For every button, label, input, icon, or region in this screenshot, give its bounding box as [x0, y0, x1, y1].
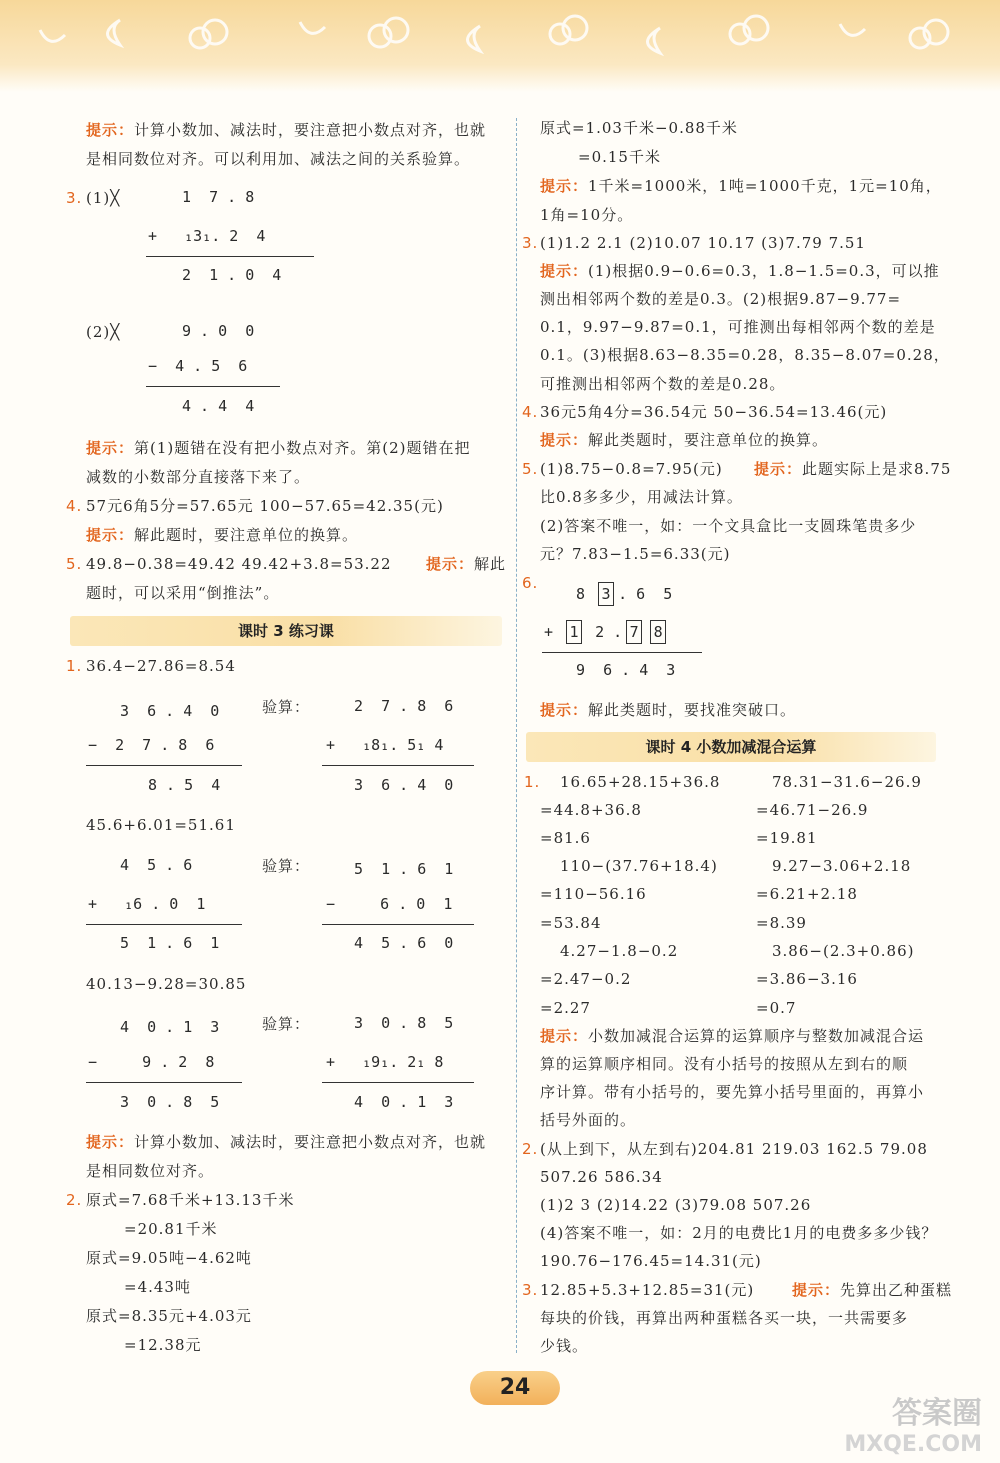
hint-line	[754, 459, 951, 479]
calc-rule	[86, 924, 242, 925]
calc-operand: − 4 . 5 6	[148, 357, 248, 375]
equation: 78.31−31.6−26.9	[772, 773, 922, 791]
question-number: 1.	[524, 773, 541, 791]
calc-rule	[542, 652, 702, 653]
calc-operand: − 9 . 2 8	[88, 1053, 215, 1071]
hint-label: 提示：	[540, 262, 589, 280]
answer-text: (4)答案不唯一，如：2月的电费比1月的电费多多少钱？	[540, 1224, 938, 1242]
hint-text: 第(1)题错在没有把小数点对齐。第(2)题错在把	[134, 439, 471, 457]
calc-result: 5 1 . 6 1	[120, 934, 220, 952]
hint-label: 提示：	[540, 177, 589, 195]
question-number: 3.	[66, 189, 83, 207]
hint-text: 1千米=1000米，1吨=1000千克，1元=10角，	[588, 177, 942, 195]
hint-label: 提示：	[792, 1281, 841, 1299]
hint-label: 提示：	[86, 439, 135, 457]
hint-text: 0.1，9.97−9.87=0.1，可推测出每相邻两个数的差是	[540, 318, 936, 336]
equation: =2.27	[540, 999, 591, 1017]
hint-line	[540, 700, 796, 720]
equation: =8.39	[756, 914, 807, 932]
hint-text: 计算小数加、减法时，要注意把小数点对齐，也就	[134, 1133, 487, 1151]
equation: =19.81	[756, 829, 818, 847]
hint-text: 减数的小数部分直接落下来了。	[86, 468, 311, 486]
question-number: 4.	[522, 403, 539, 421]
answer-text: 12.85+5.3+12.85=31(元)	[540, 1281, 755, 1299]
equation: =110−56.16	[540, 885, 647, 903]
hint-line	[540, 261, 940, 281]
equation: =53.84	[540, 914, 602, 932]
hint-text: 此题实际上是求8.75	[802, 460, 952, 478]
hint-line	[792, 1280, 952, 1300]
equation: 原式=9.05吨−4.62吨	[86, 1249, 252, 1267]
watermark-logo: 答案圈	[892, 1396, 982, 1431]
hint-label: 提示：	[86, 121, 135, 139]
equation: =4.43吨	[124, 1278, 191, 1296]
answer-text: (1)2 3 (2)14.22 (3)79.08 507.26	[540, 1196, 812, 1214]
hint-label: 提示：	[540, 1027, 589, 1045]
answer-text: (1)8.75−0.8=7.95(元)	[540, 460, 723, 478]
hint-text: 括号外面的。	[540, 1111, 637, 1129]
calc-rule	[86, 1082, 242, 1083]
hint-line	[540, 176, 942, 196]
calc-operand: 4 5 . 6	[120, 856, 193, 874]
page-number: 24	[470, 1371, 560, 1405]
question-number: 2.	[522, 1140, 539, 1158]
calc-rule	[322, 765, 474, 766]
hint-text: 每块的价钱，再算出两种蛋糕各买一块，一共需要多	[540, 1309, 909, 1327]
answer-text: 元？7.83−1.5=6.33(元)	[540, 545, 731, 563]
hint-text: 是相同数位对齐。可以利用加、减法之间的关系验算。	[86, 150, 471, 168]
calc-operand: 8 3 . 6 5	[576, 582, 672, 606]
calc-result: 4 0 . 1 3	[354, 1093, 454, 1111]
equation: 原式=1.03千米−0.88千米	[540, 119, 738, 137]
equation: 45.6+6.01=51.61	[86, 816, 236, 834]
hint-text: 序计算。带有小括号的，要先算小括号里面的，再算小	[540, 1083, 925, 1101]
equation: =81.6	[540, 829, 591, 847]
calc-operand: + ₁6 . 0 1	[88, 895, 206, 913]
question-number: 5.	[522, 460, 539, 478]
equation: 原式=7.68千米+13.13千米	[86, 1191, 295, 1209]
answer-text: 190.76−176.45=14.31(元)	[540, 1252, 762, 1270]
hint-text: (1)根据0.9−0.6=0.3，1.8−1.5=0.3，可以推	[588, 262, 940, 280]
hint-line	[86, 438, 471, 458]
calc-rule	[146, 386, 280, 387]
question-number: 6.	[522, 574, 539, 592]
equation: =0.7	[756, 999, 797, 1017]
hint-text: 解此题时，要注意单位的换算。	[134, 526, 359, 544]
answer-text: (1)╳	[86, 189, 121, 207]
calc-rule	[322, 924, 474, 925]
hint-line	[426, 554, 506, 574]
equation: =12.38元	[124, 1336, 202, 1354]
watermark	[844, 1388, 982, 1457]
hint-text: 算的运算顺序相同。没有小括号的按照从左到右的顺	[540, 1055, 909, 1073]
equation: =6.21+2.18	[756, 885, 858, 903]
hint-text: 解此类题时，要找准突破口。	[588, 701, 797, 719]
hint-label: 提示：	[540, 431, 589, 449]
equation: 4.27−1.8−0.2	[560, 942, 679, 960]
equation: 36.4−27.86=8.54	[86, 657, 236, 675]
hint-label: 提示：	[754, 460, 803, 478]
hint-line	[540, 1026, 924, 1046]
question-number: 5.	[66, 555, 83, 573]
hint-label: 提示：	[540, 701, 589, 719]
calc-result: 3 6 . 4 0	[354, 776, 454, 794]
answer-text: (2)╳	[86, 323, 121, 341]
hint-text: 解此	[474, 555, 507, 573]
answer-text: (1)1.2 2.1 (2)10.07 10.17 (3)7.79 7.51	[540, 234, 866, 252]
calc-operand: 3 0 . 8 5	[354, 1014, 454, 1032]
equation: 16.65+28.15+36.8	[560, 773, 721, 791]
calc-operand: 5 1 . 6 1	[354, 860, 454, 878]
calc-result: 3 0 . 8 5	[120, 1093, 220, 1111]
answer-text: (2)答案不唯一，如：一个文具盒比一支圆珠笔贵多少	[540, 517, 917, 535]
hint-line	[86, 1132, 486, 1152]
equation: =46.71−26.9	[756, 801, 869, 819]
calc-operand: 9 . 0 0	[182, 322, 255, 340]
check-label: 验算：	[262, 857, 311, 875]
equation: =3.86−3.16	[756, 970, 858, 988]
calc-operand: + ₁8₁. 5₁ 4	[326, 736, 444, 754]
answer-text: 57元6角5分=57.65元 100−57.65=42.35(元)	[86, 497, 444, 515]
answer-text: 49.8−0.38=49.42 49.42+3.8=53.22	[86, 555, 392, 573]
hint-text: 1角=10分。	[540, 206, 634, 224]
calc-operand: − 2 7 . 8 6	[88, 736, 215, 754]
equation: 9.27−3.06+2.18	[772, 857, 912, 875]
hint-label: 提示：	[426, 555, 475, 573]
hint-text: 可推测出相邻两个数的差是0.28。	[540, 375, 786, 393]
hint-text: 解此类题时，要注意单位的换算。	[588, 431, 829, 449]
section-heading: 课时 3 练习课	[70, 616, 502, 646]
calc-rule	[86, 765, 242, 766]
hint-label: 提示：	[86, 526, 135, 544]
calc-result: 4 5 . 6 0	[354, 934, 454, 952]
question-number: 2.	[66, 1191, 83, 1209]
hint-text: 先算出乙种蛋糕	[840, 1281, 953, 1299]
hint-label: 提示：	[86, 1133, 135, 1151]
hint-line	[86, 120, 486, 140]
calc-result: 2 1 . 0 4	[182, 266, 282, 284]
column-divider	[516, 118, 517, 1353]
answer-box: 3	[598, 582, 614, 606]
hint-text: 计算小数加、减法时，要注意把小数点对齐，也就	[134, 121, 487, 139]
answer-box: 7	[626, 620, 642, 644]
hint-line	[540, 430, 828, 450]
equation: 原式=8.35元+4.03元	[86, 1307, 252, 1325]
hint-text: 是相同数位对齐。	[86, 1162, 215, 1180]
answer-text: (从上到下，从左到右)204.81 219.03 162.5 79.08	[540, 1140, 928, 1158]
equation: 40.13−9.28=30.85	[86, 975, 247, 993]
calc-operand: 3 6 . 4 0	[120, 702, 220, 720]
calc-operand: 4 0 . 1 3	[120, 1018, 220, 1036]
calc-operand: + ₁9₁. 2₁ 8	[326, 1053, 444, 1071]
calc-operand: 2 7 . 8 6	[354, 697, 454, 715]
answer-text: 36元5角4分=36.54元 50−36.54=13.46(元)	[540, 403, 888, 421]
equation: =44.8+36.8	[540, 801, 642, 819]
hint-text: 题时，可以采用“倒推法”。	[86, 584, 280, 602]
hint-text: 少钱。	[540, 1337, 589, 1355]
watermark-url: MXQE.COM	[844, 1432, 982, 1457]
hint-line	[86, 525, 358, 545]
hint-text: 比0.8多多少，用减法计算。	[540, 488, 743, 506]
equation: 110−(37.76+18.4)	[560, 857, 718, 875]
answer-text: 507.26 586.34	[540, 1168, 663, 1186]
hint-text: 测出相邻两个数的差是0.3。(2)根据9.87−9.77=	[540, 290, 902, 308]
equation: =20.81千米	[124, 1220, 218, 1238]
answer-box: 1	[566, 620, 582, 644]
calc-operand: 1 7 . 8	[182, 188, 255, 206]
equation: =0.15千米	[578, 148, 661, 166]
calc-operand: + 1 2 . 7 8	[544, 620, 670, 644]
calc-rule	[322, 1082, 474, 1083]
calc-result: 4 . 4 4	[182, 397, 255, 415]
check-label: 验算：	[262, 698, 311, 716]
question-number: 1.	[66, 657, 83, 675]
check-label: 验算：	[262, 1015, 311, 1033]
equation: =2.47−0.2	[540, 970, 632, 988]
hint-text: 0.1。(3)根据8.63−8.35=0.28，8.35−8.07=0.28，	[540, 346, 950, 364]
question-number: 4.	[66, 497, 83, 515]
question-number: 3.	[522, 234, 539, 252]
question-number: 3.	[522, 1281, 539, 1299]
calc-operand: − 6 . 0 1	[326, 895, 453, 913]
calc-operand: + ₁3₁. 2 4	[148, 227, 266, 245]
answer-box: 8	[650, 620, 666, 644]
hint-text: 小数加减混合运算的运算顺序与整数加减混合运	[588, 1027, 925, 1045]
calc-result: 8 . 5 4	[148, 776, 221, 794]
section-heading: 课时 4 小数加减混合运算	[526, 732, 936, 762]
equation: 3.86−(2.3+0.86)	[772, 942, 915, 960]
calc-result: 9 6 . 4 3	[576, 661, 676, 679]
calc-rule	[146, 256, 314, 257]
